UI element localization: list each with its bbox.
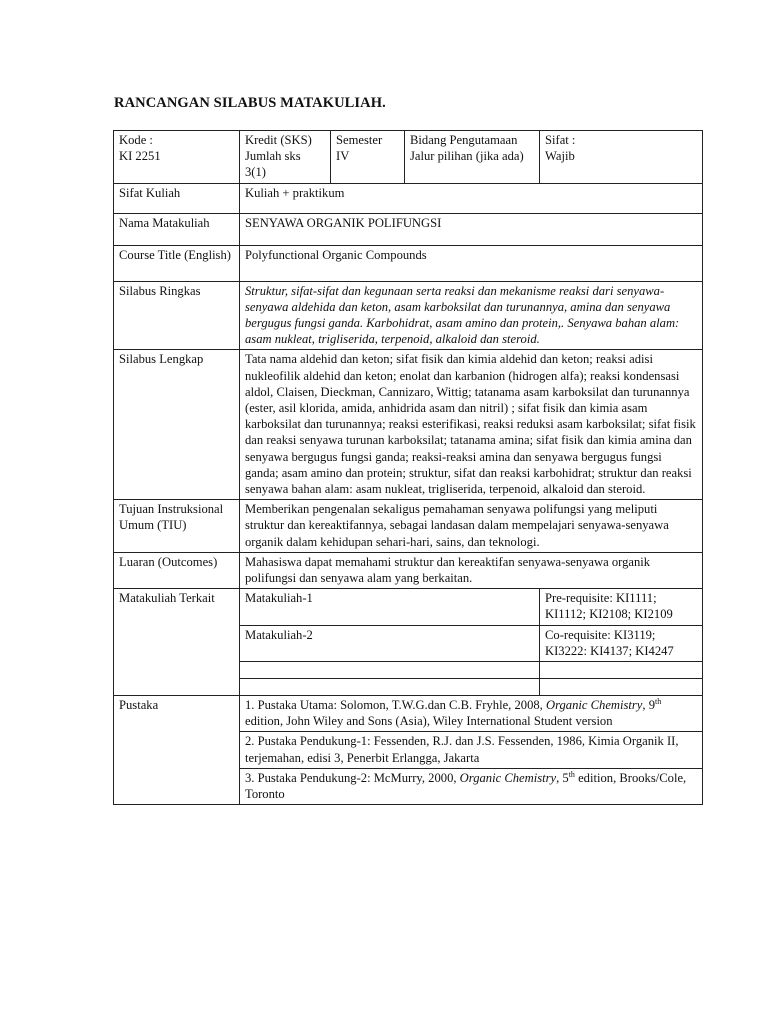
row-label: Course Title (English) <box>114 245 240 281</box>
row-value: Kuliah + praktikum <box>240 183 703 213</box>
semester-value: IV <box>336 149 350 164</box>
row-value: Memberikan pengenalan sekaligus pemahaman senyawa polifungsi yang meliputi struktur dan kereaktifannya, sebagai landasan dalam mempelajari senyawa-senyawa organik dalam kehidupan sehari-hari, sains, dan teknologi. <box>240 500 703 553</box>
row-value: SENYAWA ORGANIK POLIFUNGSI <box>240 213 703 245</box>
silabus-ringkas-row <box>114 281 703 350</box>
ordinal-suffix: th <box>568 769 575 779</box>
row-label: Matakuliah Terkait <box>114 589 240 696</box>
sifat-value: Wajib <box>545 149 575 164</box>
pustaka-book-title: Organic Chemistry <box>545 698 643 713</box>
matakuliah-terkait-row-1 <box>114 589 703 625</box>
pustaka-text: 3. Pustaka Pendukung-2: McMurry, 2000, <box>245 770 460 785</box>
sifat-cell <box>540 131 703 184</box>
row-label: Pustaka <box>114 696 240 805</box>
syllabus-table <box>113 130 703 805</box>
row-label: Sifat Kuliah <box>114 183 240 213</box>
kredit-value: 3(1) <box>245 165 266 180</box>
empty-cell <box>240 679 540 696</box>
jalur-label: Jalur pilihan (jika ada) <box>410 149 524 164</box>
jumlah-sks-label: Jumlah sks <box>245 149 301 164</box>
pustaka-text: , 9 <box>642 698 655 713</box>
tiu-row <box>114 500 703 553</box>
kredit-cell <box>240 131 331 184</box>
row-label: Nama Matakuliah <box>114 213 240 245</box>
ordinal-suffix: th <box>655 696 662 706</box>
pustaka-text: edition, John Wiley and Sons (Asia), Wiley International Student version <box>245 714 613 729</box>
matakuliah-name: Matakuliah-1 <box>240 589 540 625</box>
semester-cell <box>331 131 405 184</box>
kode-label: Kode : <box>119 133 153 147</box>
pustaka-item: 2. Pustaka Pendukung-1: Fessenden, R.J. dan J.S. Fessenden, 1986, Kimia Organik II, terjemahan, edisi 3, Penerbit Erlangga, Jakarta <box>240 732 703 768</box>
matakuliah-relation: Pre-requisite: KI1111; KI1112; KI2108; KI2109 <box>540 589 703 625</box>
row-label: Silabus Lengkap <box>114 350 240 500</box>
nama-matakuliah-row <box>114 213 703 245</box>
pustaka-book-title: Organic Chemistry <box>459 770 557 785</box>
pustaka-item <box>240 696 703 732</box>
pustaka-item <box>240 768 703 804</box>
row-label: Tujuan Instruksional Umum (TIU) <box>114 500 240 553</box>
row-value: Mahasiswa dapat memahami struktur dan kereaktifan senyawa-senyawa organik polifungsi dan senyawa alam yang berkaitan. <box>240 552 703 588</box>
kode-cell <box>114 131 240 184</box>
row-label: Luaran (Outcomes) <box>114 552 240 588</box>
empty-cell <box>540 662 703 679</box>
course-title-row <box>114 245 703 281</box>
row-value: Struktur, sifat-sifat dan kegunaan serta reaksi dan mekanisme reaksi dari senyawa-senyawa aldehida dan keton, asam karboksilat dan turunannya, amina dan senyawa bergugus fungsi ganda. Karbohidrat, asam amino dan protein,. Senyawa bahan alam: asam nukleat, trigliserida, terpenoid, alkaloid dan steroid. <box>240 281 703 350</box>
pustaka-text: 1. Pustaka Utama: Solomon, T.W.G.dan C.B. Fryhle, 2008, <box>245 698 546 713</box>
kode-value: KI 2251 <box>119 149 161 164</box>
row-value: Polyfunctional Organic Compounds <box>240 245 703 281</box>
pustaka-text: , 5 <box>556 770 569 785</box>
matakuliah-relation: Co-requisite: KI3119; KI3222: KI4137; KI4247 <box>540 625 703 661</box>
luaran-row <box>114 552 703 588</box>
sifat-kuliah-row <box>114 183 703 213</box>
empty-cell <box>240 662 540 679</box>
bidang-cell <box>405 131 540 184</box>
matakuliah-name: Matakuliah-2 <box>240 625 540 661</box>
semester-label: Semester <box>336 133 383 147</box>
empty-cell <box>540 679 703 696</box>
silabus-lengkap-row <box>114 350 703 500</box>
bidang-label: Bidang Pengutamaan <box>410 133 518 147</box>
row-value: Tata nama aldehid dan keton; sifat fisik dan kimia aldehid dan keton; reaksi adisi nukleofilik aldehid dan keton; enolat dan karbanion (hidrogen alfa); reaksi kondensasi aldol, Claisen, Dieckman, Cannizaro, Wittig; tatanama asam karboksilat dan turunannya (ester, asil klorida, amida, anhidrida asam dan nitril) ; sifat fisik dan kimia asam karboksilat dan turunannya; reaksi esterifikasi, reaksi reduksi asam karboksilat; sifat fisik dan reaksi senyawa turunan karboksilat; tatanama amina; sifat fisik dan kimia amina dan senyawa bergugus fungsi ganda; reaksi-reaksi amina dan senyawa bergugus fungsi ganda; asam amino dan protein; struktur, sifat dan reaksi karbohidrat; struktur dan reaksi senyawa bahan alam: asam nukleat, trigliserida, terpenoid, alkaloid dan steroid. <box>240 350 703 500</box>
pustaka-text: edition, Brooks/Cole, Toronto <box>245 770 687 802</box>
row-label: Silabus Ringkas <box>114 281 240 350</box>
course-header-row <box>114 131 703 184</box>
document-title: RANCANGAN SILABUS MATAKULIAH. <box>114 95 386 111</box>
pustaka-row-1 <box>114 696 703 732</box>
kredit-label: Kredit (SKS) <box>245 133 312 147</box>
sifat-label: Sifat : <box>545 133 576 147</box>
